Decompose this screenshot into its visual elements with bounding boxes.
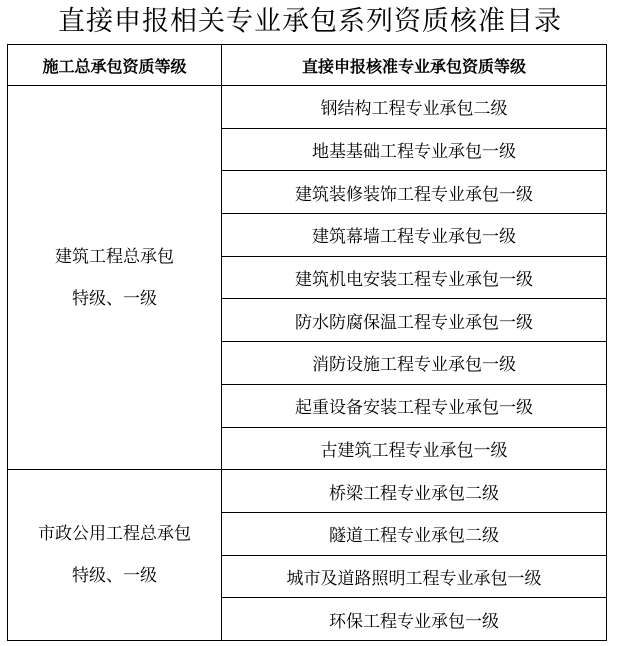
header-general-contract-level: 施工总承包资质等级 — [8, 45, 222, 86]
specialty-qualification-cell: 建筑装修装饰工程专业承包一级 — [222, 171, 607, 214]
specialty-qualification-cell: 城市及道路照明工程专业承包一级 — [222, 555, 607, 598]
qualification-table — [7, 44, 607, 641]
group-level: 特级、一级 — [72, 288, 157, 309]
specialty-qualification-cell: 地基基础工程专业承包一级 — [222, 128, 607, 171]
specialty-qualification-cell: 消防设施工程专业承包一级 — [222, 342, 607, 385]
header-specialty-contract-level: 直接申报核准专业承包资质等级 — [222, 45, 607, 86]
group-name: 市政公用工程总承包 — [38, 524, 191, 545]
specialty-qualification-cell: 建筑机电安装工程专业承包一级 — [222, 256, 607, 299]
group-level: 特级、一级 — [72, 566, 157, 587]
general-contract-group-cell — [8, 86, 222, 470]
specialty-qualification-cell: 环保工程专业承包一级 — [222, 598, 607, 641]
specialty-qualification-cell: 防水防腐保温工程专业承包一级 — [222, 299, 607, 342]
specialty-qualification-cell: 建筑幕墙工程专业承包一级 — [222, 214, 607, 257]
specialty-qualification-cell: 桥梁工程专业承包二级 — [222, 470, 607, 513]
page-title: 直接申报相关专业承包系列资质核准目录 — [58, 6, 562, 37]
group-name: 建筑工程总承包 — [55, 246, 174, 267]
table-header-row — [8, 45, 607, 86]
specialty-qualification-cell: 隧道工程专业承包二级 — [222, 512, 607, 555]
specialty-qualification-cell: 起重设备安装工程专业承包一级 — [222, 384, 607, 427]
general-contract-group-cell — [8, 470, 222, 641]
specialty-qualification-cell: 古建筑工程专业承包一级 — [222, 427, 607, 470]
table-row — [8, 470, 607, 513]
specialty-qualification-cell: 钢结构工程专业承包二级 — [222, 86, 607, 129]
table-row — [8, 86, 607, 129]
